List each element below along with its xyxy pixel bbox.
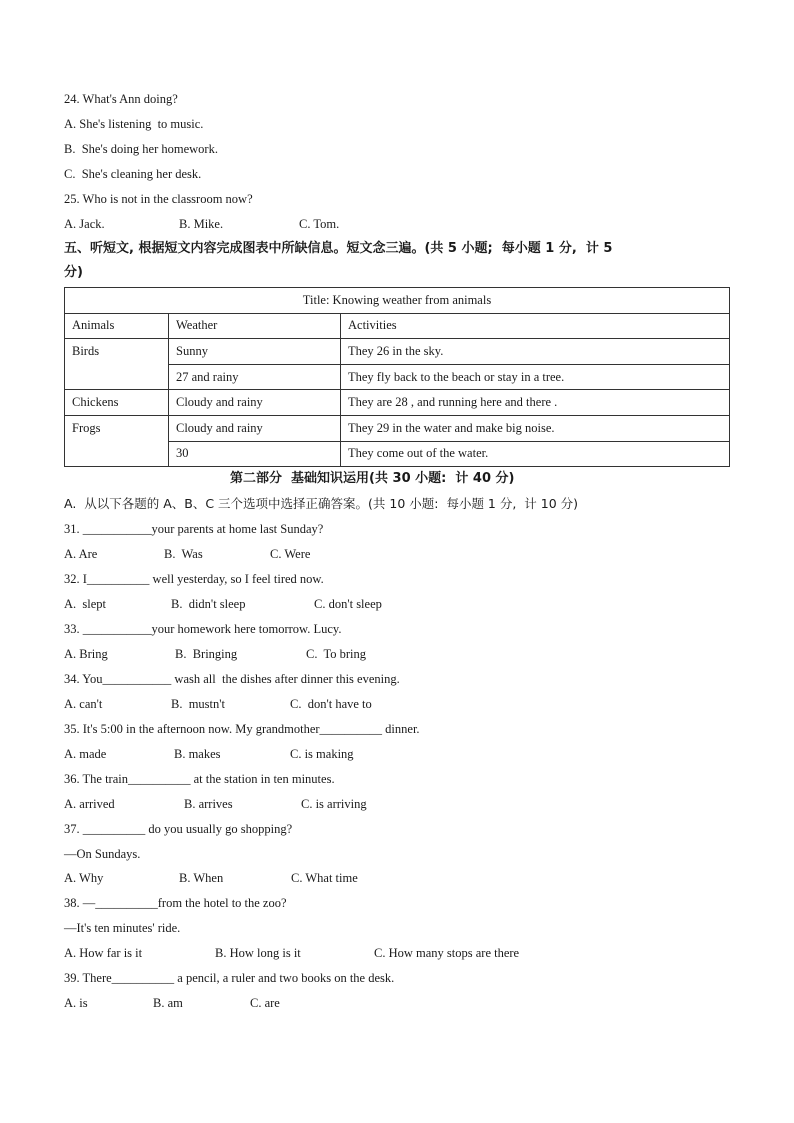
q33-option-a: A. Bring xyxy=(64,647,108,661)
q32-option-b: B. didn't sleep xyxy=(171,597,246,611)
q38-option-c: C. How many stops are there xyxy=(374,946,520,960)
q31-stem: 31. ___________your parents at home last Sunday? xyxy=(64,522,324,536)
q36-stem: 36. The train__________ at the station in ten minutes. xyxy=(64,772,335,786)
q31-option-c: C. Were xyxy=(270,547,311,561)
q34-stem: 34. You___________ wash all the dishes after dinner this evening. xyxy=(64,672,400,686)
q32-stem: 32. I__________ well yesterday, so I feel tired now. xyxy=(64,572,324,586)
q37-stem: 37. __________ do you usually go shopping? xyxy=(64,822,293,836)
q38-option-b: B. How long is it xyxy=(215,946,301,960)
part5-heading-line1: 五、听短文, 根据短文内容完成图表中所缺信息。短文念三遍。(共 5 小题; 每小题 1 分, 计 5 xyxy=(64,241,613,256)
cell-activity-29: They 29 in the water and make big noise. xyxy=(341,415,730,441)
cell-activity-30: They come out of the water. xyxy=(341,441,730,467)
cell-activity-26: They 26 in the sky. xyxy=(341,339,730,365)
q25-option-c: C. Tom. xyxy=(299,217,340,231)
cell-weather-sunny: Sunny xyxy=(169,339,341,365)
q32-option-c: C. don't sleep xyxy=(314,597,382,611)
q34-option-b: B. mustn't xyxy=(171,697,225,711)
part5-heading-line2: 分) xyxy=(64,265,83,280)
q24-option-b: B. She's doing her homework. xyxy=(64,142,218,156)
q35-option-b: B. makes xyxy=(174,747,221,761)
q38-option-a: A. How far is it xyxy=(64,946,143,960)
q34-option-c: C. don't have to xyxy=(290,697,372,711)
q39-stem: 39. There__________ a pencil, a ruler and two books on the desk. xyxy=(64,971,395,985)
q39-option-b: B. am xyxy=(153,996,183,1010)
cell-birds: Birds xyxy=(65,339,169,390)
q24-option-c: C. She's cleaning her desk. xyxy=(64,167,202,181)
q36-option-b: B. arrives xyxy=(184,797,233,811)
cell-activity-28: They are 28 , and running here and there . xyxy=(341,390,730,416)
q25-option-b: B. Mike. xyxy=(179,217,224,231)
cell-weather-30: 30 xyxy=(169,441,341,467)
q36-option-c: C. is arriving xyxy=(301,797,367,811)
q37-dialog: —On Sundays. xyxy=(64,847,141,861)
q25-stem: 25. Who is not in the classroom now? xyxy=(64,192,253,206)
q34-option-a: A. can't xyxy=(64,697,103,711)
q37-option-a: A. Why xyxy=(64,871,104,885)
q33-stem: 33. ___________your homework here tomorrow. Lucy. xyxy=(64,622,342,636)
part2-heading: 第二部分 基础知识运用(共 30 小题: 计 40 分) xyxy=(230,471,515,486)
q25-option-a: A. Jack. xyxy=(64,217,105,231)
cell-weather-chickens: Cloudy and rainy xyxy=(169,390,341,416)
cell-weather-frogs: Cloudy and rainy xyxy=(169,415,341,441)
q37-option-c: C. What time xyxy=(291,871,358,885)
q37-option-b: B. When xyxy=(179,871,224,885)
cell-activity-birds-2: They fly back to the beach or stay in a tree. xyxy=(341,364,730,390)
cell-chickens: Chickens xyxy=(65,390,169,416)
q32-option-a: A. slept xyxy=(64,597,107,611)
q39-option-c: C. are xyxy=(250,996,280,1010)
header-weather: Weather xyxy=(169,313,341,339)
q35-option-c: C. is making xyxy=(290,747,354,761)
weather-table xyxy=(64,287,730,467)
q24-option-a: A. She's listening to music. xyxy=(64,117,204,131)
q33-option-c: C. To bring xyxy=(306,647,367,661)
table-title: Title: Knowing weather from animals xyxy=(65,288,730,314)
q31-option-b: B. Was xyxy=(164,547,203,561)
q38-stem: 38. —__________from the hotel to the zoo? xyxy=(64,896,287,910)
q35-option-a: A. made xyxy=(64,747,107,761)
cell-frogs: Frogs xyxy=(65,415,169,466)
q39-option-a: A. is xyxy=(64,996,88,1010)
cell-weather-27: 27 and rainy xyxy=(169,364,341,390)
q33-option-b: B. Bringing xyxy=(175,647,238,661)
q38-dialog: —It's ten minutes' ride. xyxy=(64,921,181,935)
header-activities: Activities xyxy=(341,313,730,339)
q24-stem: 24. What's Ann doing? xyxy=(64,92,178,106)
header-animals: Animals xyxy=(65,313,169,339)
q35-stem: 35. It's 5:00 in the afternoon now. My grandmother__________ dinner. xyxy=(64,722,420,736)
q36-option-a: A. arrived xyxy=(64,797,115,811)
part2-sub-a: A. 从以下各题的 A、B、C 三个选项中选择正确答案。(共 10 小题: 每小题 1 分, 计 10 分) xyxy=(64,496,578,511)
q31-option-a: A. Are xyxy=(64,547,98,561)
